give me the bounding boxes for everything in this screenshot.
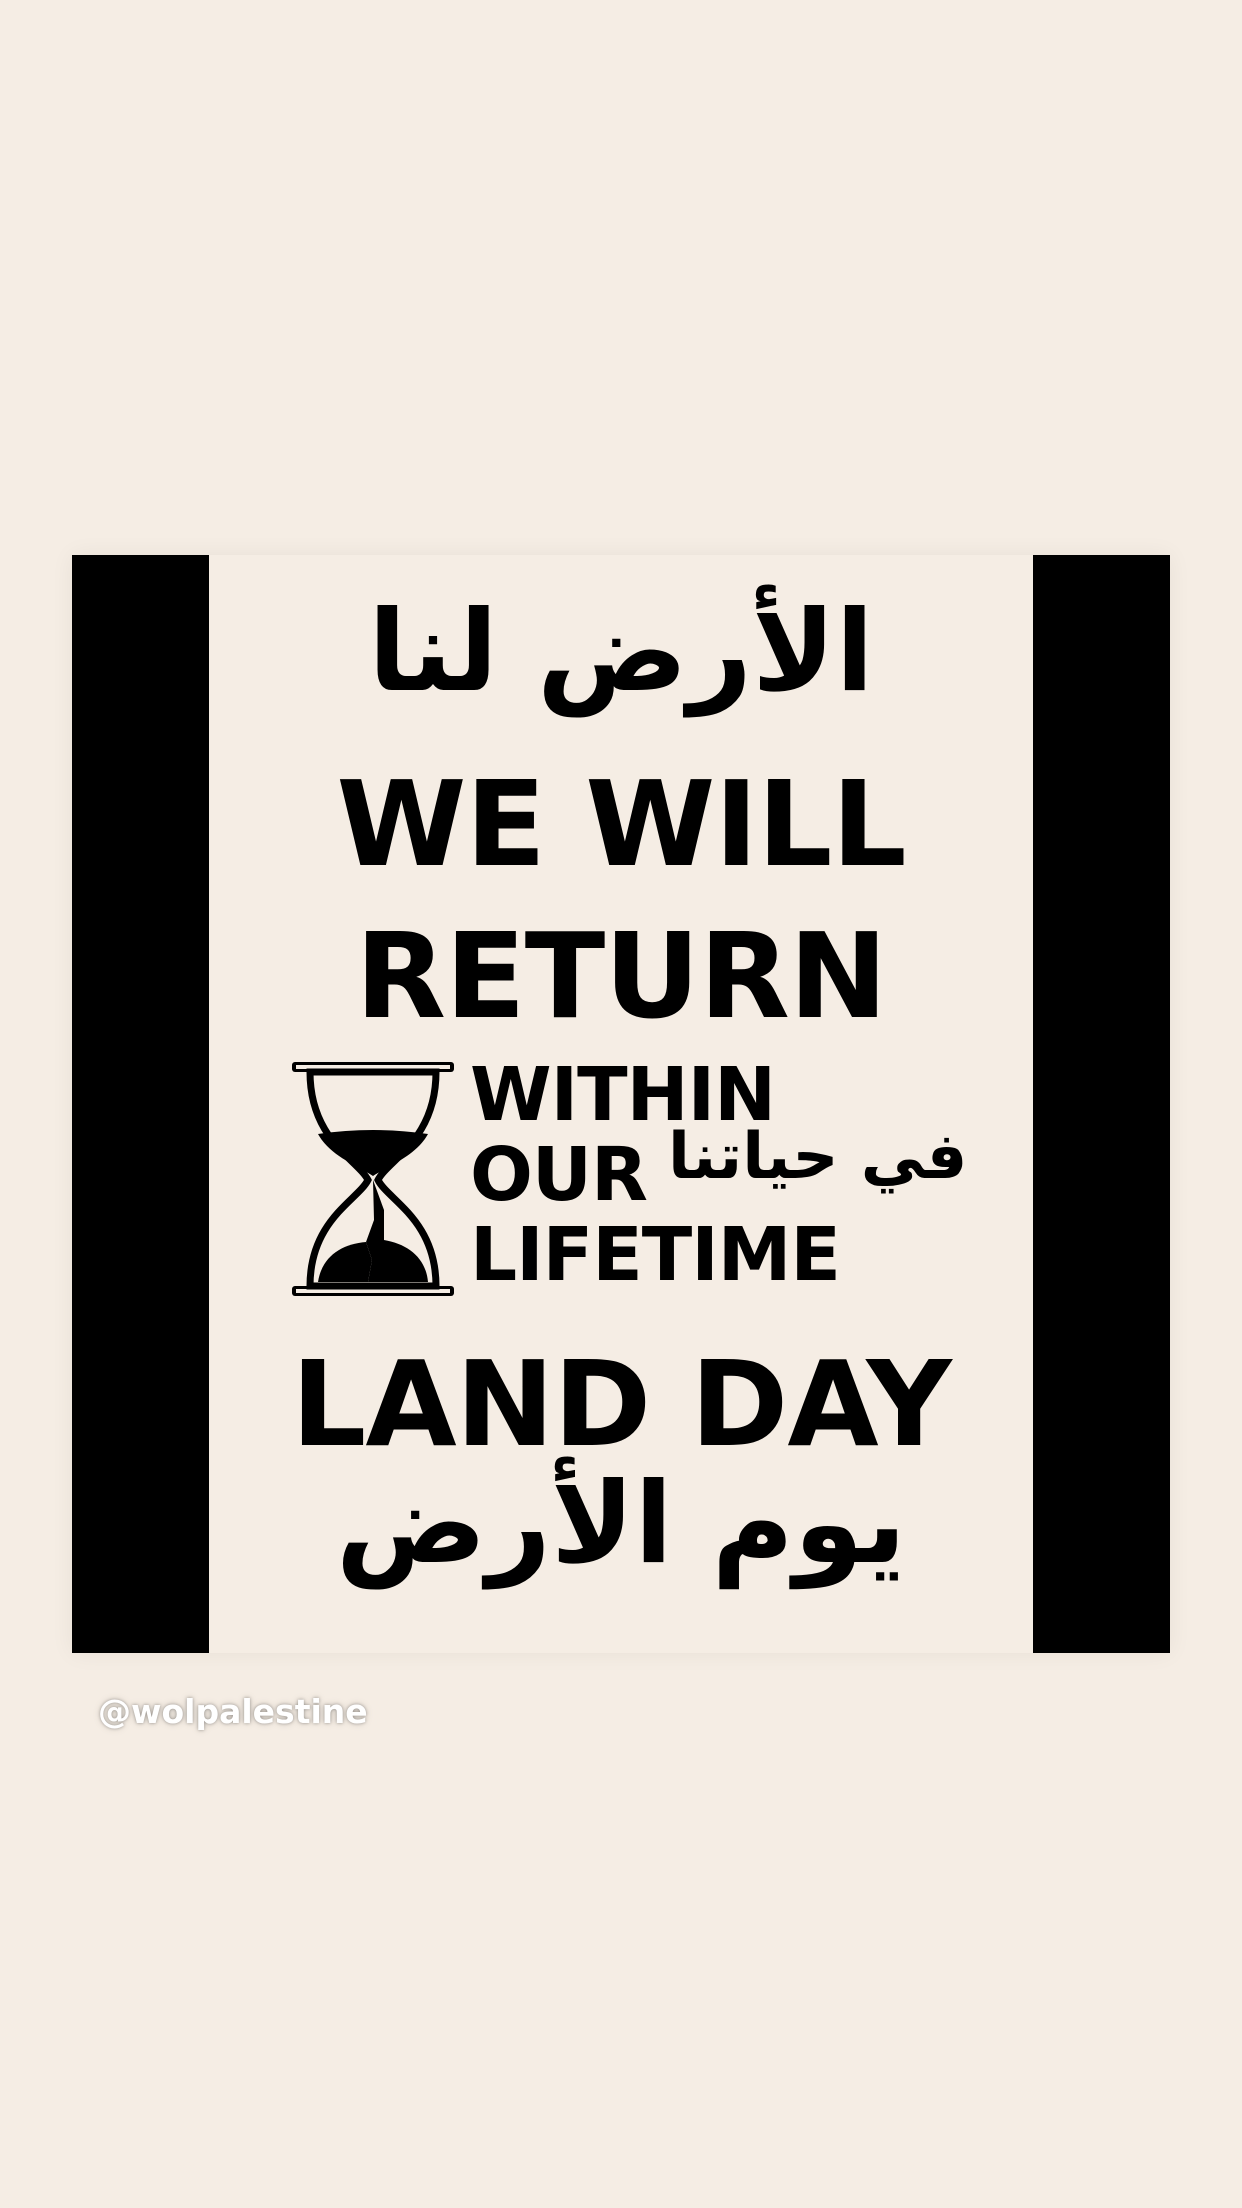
account-handle[interactable]: @wolpalestine xyxy=(98,1692,368,1731)
arabic-heading-top: الأرض لنا xyxy=(368,587,874,717)
arabic-heading-bottom: يوم الأرض xyxy=(335,1459,907,1589)
within-text: WITHIN xyxy=(470,1052,776,1138)
we-will-text: WE WILL xyxy=(336,755,906,893)
hourglass-icon xyxy=(288,1060,458,1300)
right-black-bar xyxy=(1033,555,1170,1653)
return-text: RETURN xyxy=(355,907,887,1045)
lifetime-text: LIFETIME xyxy=(470,1212,840,1298)
left-black-bar xyxy=(72,555,209,1653)
arabic-within-our-lifetime: في حياتنا xyxy=(668,1120,968,1194)
our-text: OUR xyxy=(470,1132,647,1218)
land-day-text: LAND DAY xyxy=(291,1335,951,1473)
